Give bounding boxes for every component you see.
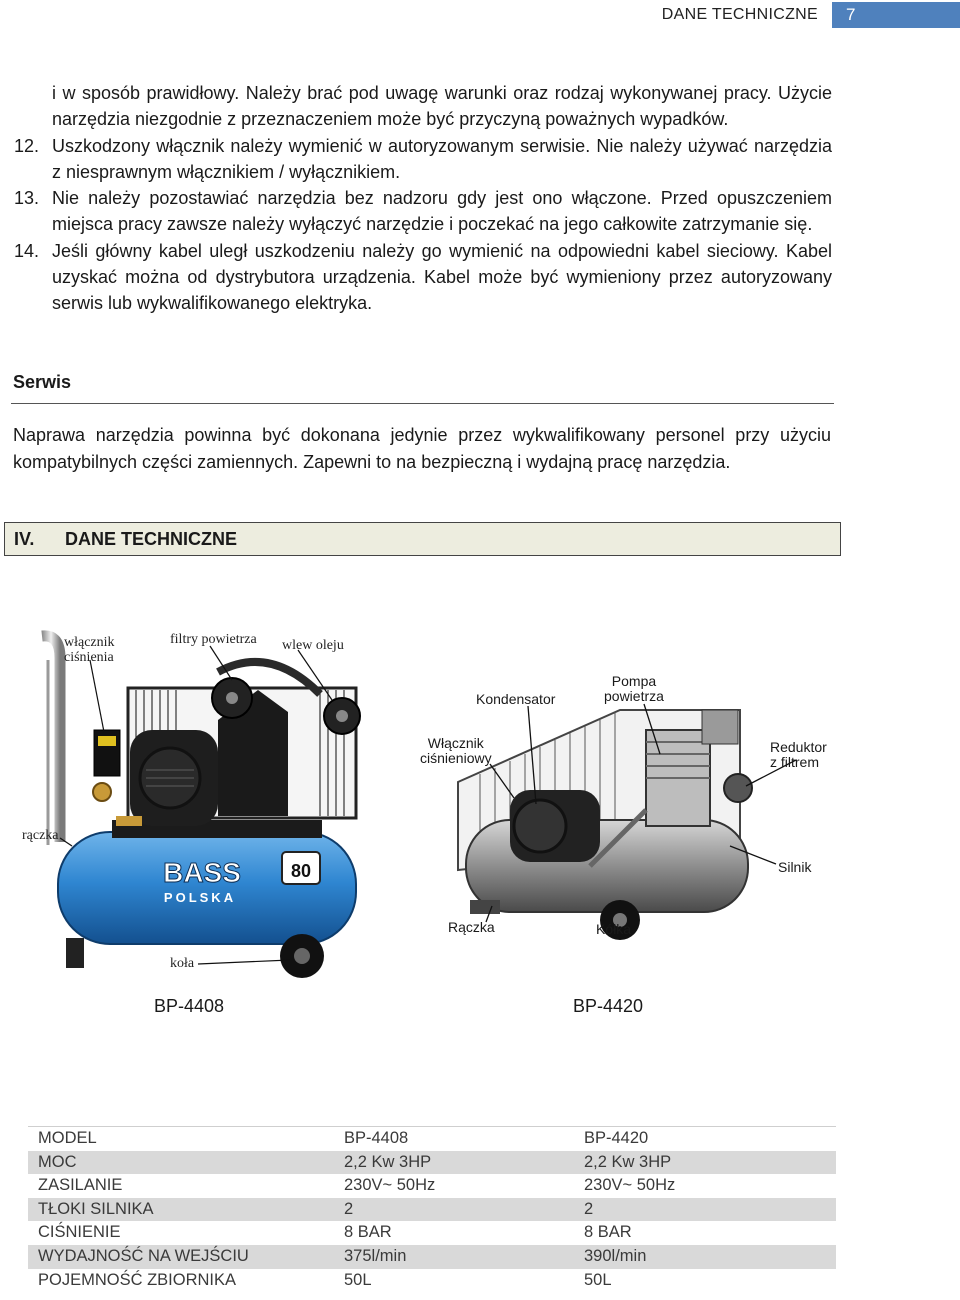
table-row bbox=[28, 1198, 836, 1222]
list-item bbox=[14, 185, 832, 238]
continuation-paragraph: i w sposób prawidłowy. Należy brać pod uwagę warunki oraz rodzaj wykonywanej pracy. Użycie narzędzia niezgodnie z przeznaczeniem może być przyczyną poważnych wypadków. bbox=[52, 83, 832, 130]
service-heading: Serwis bbox=[13, 372, 72, 392]
label-air-filters: filtry powietrza bbox=[170, 632, 257, 647]
brand-logo: BASS bbox=[163, 857, 241, 888]
list-item bbox=[14, 133, 832, 186]
label-line: ciśnienia bbox=[64, 650, 114, 665]
item-text: Jeśli główny kabel uległ uszkodzeniu należy go wymienić na odpowiedni kabel sieciowy. Kabel uzyskać można od dystrybutora urządzenia. Kabel może być wymieniony przez autoryzowany serwis lub wykwalifikowanego elektryka. bbox=[52, 240, 832, 314]
item-number: 14. bbox=[14, 240, 40, 261]
label-air-pump bbox=[604, 674, 664, 704]
spec-label: TŁOKI SILNIKA bbox=[28, 1198, 334, 1222]
chapter-heading bbox=[4, 522, 841, 556]
label-line: z filtrem bbox=[770, 754, 819, 770]
item-number: 13. bbox=[14, 188, 40, 209]
item-text: Uszkodzony włącznik należy wymienić w autoryzowanym serwisie. Nie należy używać narzędzia z niesprawnym włącznikiem / wyłącznikiem. bbox=[52, 135, 832, 182]
label-handle: Rączka bbox=[448, 919, 495, 935]
spec-label: CIŚNIENIE bbox=[38, 1223, 121, 1242]
label-wheels: Kółka bbox=[596, 921, 632, 937]
safety-instructions bbox=[14, 80, 832, 317]
label-line: ciśnieniowy bbox=[420, 750, 492, 766]
item-text: Nie należy pozostawiać narzędzia bez nadzoru gdy jest ono włączone. Przed opuszczeniem miejsca pracy zawsze należy wyłączyć narzędzie i poczekać na jego całkowite zatrzymanie się. bbox=[52, 188, 832, 235]
spec-label: MOC bbox=[28, 1151, 334, 1175]
label-handle: rączka bbox=[22, 828, 59, 843]
compressor-illustration bbox=[410, 670, 840, 945]
table-row bbox=[28, 1127, 836, 1151]
table-row bbox=[28, 1269, 836, 1293]
list-item bbox=[14, 238, 832, 317]
spec-value: 2 bbox=[334, 1198, 574, 1222]
spec-label: ZASILANIE bbox=[38, 1176, 123, 1195]
spec-value: 2 bbox=[574, 1198, 836, 1222]
label-line: Reduktor bbox=[770, 739, 827, 755]
spec-table bbox=[28, 1126, 836, 1292]
figure-caption-left: BP-4408 bbox=[154, 996, 225, 1016]
spec-value: 8 BAR bbox=[584, 1223, 632, 1242]
spec-value: 50L bbox=[584, 1270, 612, 1289]
compressor-photo-bp4408 bbox=[20, 620, 380, 985]
brand-sub: POLSKA bbox=[163, 890, 237, 905]
table-row bbox=[28, 1245, 836, 1269]
spec-value: 2,2 Kw 3HP bbox=[574, 1151, 836, 1175]
figure-caption-right: BP-4420 bbox=[573, 996, 644, 1016]
spec-label: MODEL bbox=[28, 1127, 334, 1151]
compressor-illustration bbox=[20, 620, 380, 985]
section-divider bbox=[11, 403, 834, 404]
spec-value: 50L bbox=[344, 1270, 372, 1289]
chapter-title: DANE TECHNICZNE bbox=[65, 528, 238, 549]
spec-label: WYDAJNOŚĆ NA WEJŚCIU bbox=[28, 1245, 334, 1269]
spec-value: 230V~ 50Hz bbox=[584, 1176, 676, 1195]
spec-value: 8 BAR bbox=[344, 1223, 392, 1242]
label-line: powietrza bbox=[604, 688, 664, 704]
spec-value: BP-4408 bbox=[334, 1127, 574, 1151]
label-capacitor: Kondensator bbox=[476, 691, 556, 707]
label-line: Pompa bbox=[611, 673, 657, 689]
chapter-number: IV. bbox=[14, 528, 35, 549]
label-pressure-switch bbox=[64, 635, 115, 665]
label-line: włącznik bbox=[64, 635, 115, 650]
spec-value: 375l/min bbox=[334, 1245, 574, 1269]
spec-value: BP-4420 bbox=[574, 1127, 836, 1151]
label-wheels: koła bbox=[170, 956, 195, 971]
spec-value: 2,2 Kw 3HP bbox=[334, 1151, 574, 1175]
table-row bbox=[28, 1151, 836, 1175]
label-regulator bbox=[770, 740, 827, 770]
spec-value: 390l/min bbox=[574, 1245, 836, 1269]
label-line: Włącznik bbox=[427, 735, 484, 751]
page-number: 7 bbox=[832, 2, 960, 28]
pressure-badge: 80 bbox=[290, 861, 312, 881]
label-motor: Silnik bbox=[778, 859, 812, 875]
table-row bbox=[28, 1174, 836, 1198]
header-title: DANE TECHNICZNE bbox=[661, 6, 818, 23]
service-paragraph: Naprawa narzędzia powinna być dokonana jedynie przez wykwalifikowany personel przy użyciu kompatybilnych części zamiennych. Zapewni to na bezpieczną i wydajną pracę narzędzia. bbox=[13, 425, 831, 472]
label-oil-filler: wlew oleju bbox=[282, 638, 344, 653]
label-pressure-switch bbox=[420, 736, 492, 766]
table-row bbox=[28, 1221, 836, 1245]
spec-label: POJEMNOŚĆ ZBIORNIKA bbox=[38, 1270, 237, 1289]
item-number: 12. bbox=[14, 135, 40, 156]
spec-value: 230V~ 50Hz bbox=[344, 1176, 436, 1195]
compressor-photo-bp4420 bbox=[410, 670, 840, 945]
